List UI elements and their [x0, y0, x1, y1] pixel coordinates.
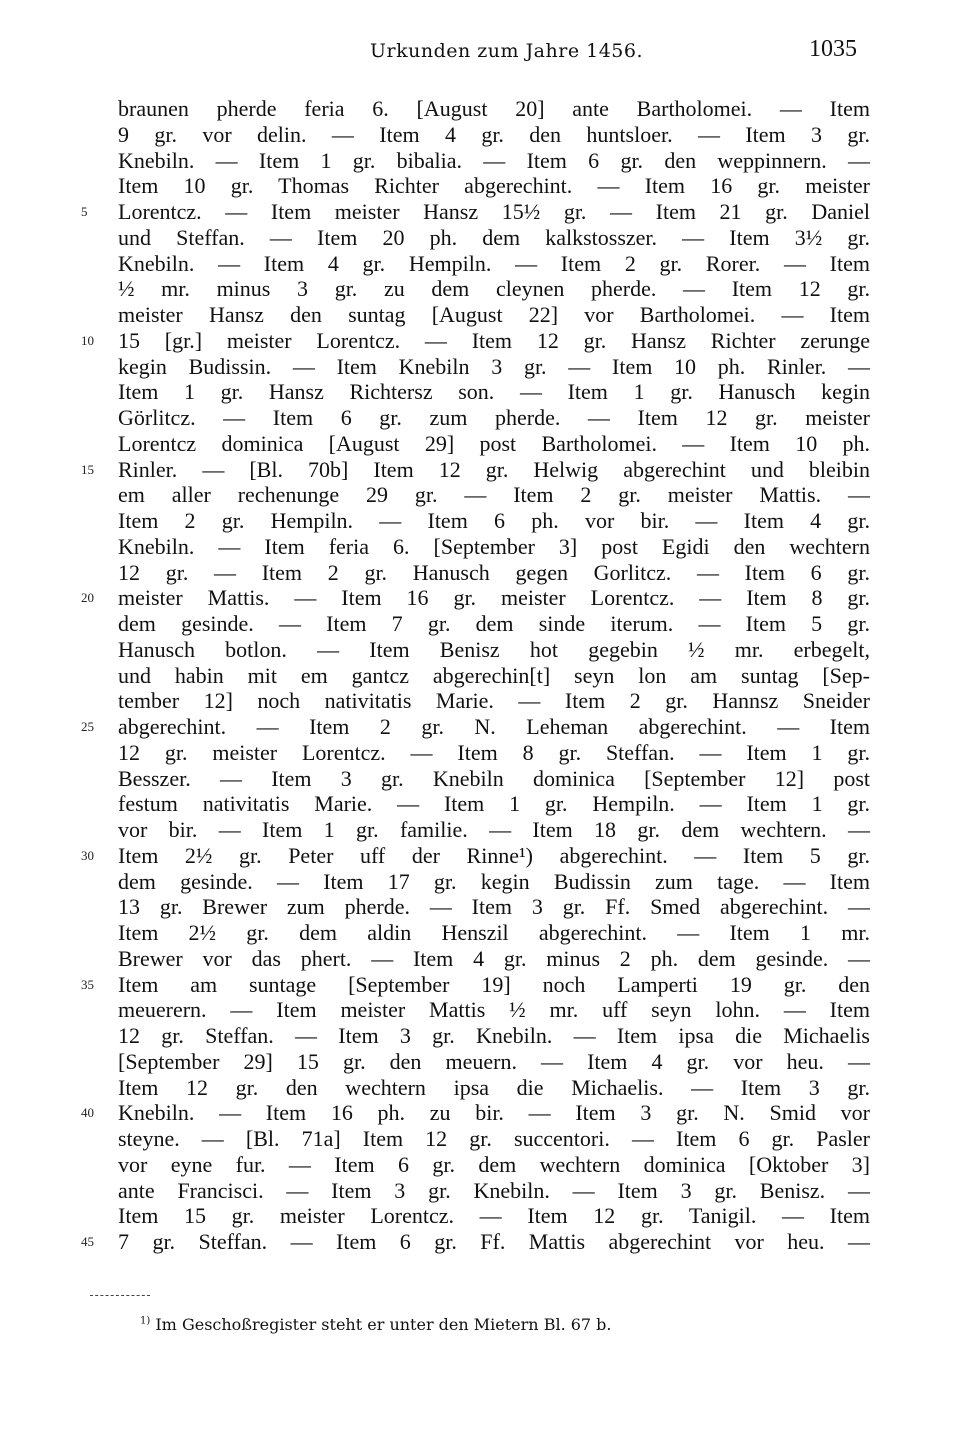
line-text: 7 gr. Steffan. — Item 6 gr. Ff. Mattis abgerechint vor heu. — — [118, 1229, 870, 1254]
text-line — [118, 740, 870, 766]
line-text: Item 2½ gr. dem aldin Henszil abgerechint. — Item 1 mr. — [118, 920, 870, 945]
line-text: 12 gr. — Item 2 gr. Hanusch gegen Gorlitcz. — Item 6 gr. — [118, 559, 870, 585]
line-text: meister Mattis. — Item 16 gr. meister Lorentcz. — Item 8 gr. — [118, 585, 870, 611]
line-text: Item 2½ gr. Peter uff der Rinne¹) abgerechint. — Item 5 gr. — [118, 842, 870, 868]
line-number: 45 — [81, 1234, 94, 1249]
line-number: 20 — [81, 590, 94, 606]
line-text: Item 10 gr. Thomas Richter abgerechint. — Item 16 gr. meister — [118, 173, 870, 199]
text-line — [118, 766, 870, 792]
line-text: abgerechint. — Item 2 gr. N. Leheman abgerechint. — Item — [118, 714, 870, 739]
line-text: ante Francisci. — Item 3 gr. Knebiln. — Item 3 gr. Benisz. — — [118, 1177, 870, 1203]
line-number: 40 — [81, 1105, 94, 1121]
text-line — [118, 611, 870, 637]
footnote-marker: 1) — [140, 1315, 151, 1327]
line-text: dem gesinde. — Item 17 gr. kegin Budissin zum tage. — Item — [118, 868, 870, 894]
text-line — [118, 379, 870, 405]
text-line — [118, 663, 870, 689]
text-line — [118, 791, 870, 817]
line-text: vor eyne fur. — Item 6 gr. dem wechtern dominica [Oktober 3] — [118, 1151, 870, 1177]
text-line — [81, 842, 870, 869]
text-line — [118, 920, 870, 946]
line-text: Knebiln. — Item 1 gr. bibalia. — Item 6 gr. den weppinnern. — — [118, 147, 870, 173]
text-line — [118, 997, 870, 1023]
text-line — [118, 637, 870, 663]
line-text: Brewer vor das phert. — Item 4 gr. minus 2 ph. dem gesinde. — — [118, 945, 870, 971]
line-text: Besszer. — Item 3 gr. Knebiln dominica [September 12] post — [118, 765, 870, 791]
text-line — [81, 971, 870, 998]
text-line — [118, 688, 870, 714]
page-number: 1035 — [809, 36, 857, 62]
text-line — [81, 327, 870, 354]
line-text: dem gesinde. — Item 7 gr. dem sinde iterum. — Item 5 gr. — [118, 611, 870, 636]
text-line — [118, 946, 870, 972]
text-line — [81, 585, 870, 611]
line-text: Item 1 gr. Hansz Richtersz son. — Item 1 gr. Hanusch kegin — [118, 379, 870, 405]
line-text: Item 12 gr. den wechtern ipsa die Michaelis. — Item 3 gr. — [118, 1074, 870, 1100]
line-text: 12 gr. Steffan. — Item 3 gr. Knebiln. — Item ipsa die Michaelis — [118, 1023, 870, 1048]
text-line — [118, 560, 870, 586]
text-line — [118, 508, 870, 534]
text-line — [118, 431, 870, 457]
text-line — [118, 894, 870, 920]
line-text: Knebiln. — Item feria 6. [September 3] post Egidi den wechtern — [118, 533, 870, 559]
text-line — [118, 251, 870, 277]
line-text: und Steffan. — Item 20 ph. dem kalkstosszer. — Item 3½ gr. — [118, 224, 870, 250]
line-text: [September 29] 15 gr. den meuern. — Item 4 gr. vor heu. — — [118, 1048, 870, 1074]
text-line — [118, 1126, 870, 1152]
text-line — [118, 405, 870, 431]
line-number: 25 — [81, 719, 94, 734]
line-number: 15 — [81, 461, 94, 477]
text-line — [118, 1023, 870, 1049]
text-line — [118, 1152, 870, 1178]
text-line — [118, 1203, 870, 1229]
footnote — [140, 1315, 612, 1334]
line-text: meuerern. — Item meister Mattis ½ mr. uff seyn lohn. — Item — [118, 997, 870, 1023]
text-line — [118, 148, 870, 174]
line-text: 13 gr. Brewer zum pherde. — Item 3 gr. Ff. Smed abgerechint. — — [118, 894, 870, 920]
line-text: braunen pherde feria 6. [August 20] ante Bartholomei. — Item — [118, 96, 870, 121]
line-text: vor bir. — Item 1 gr. familie. — Item 18 gr. dem wechtern. — — [118, 817, 870, 842]
text-line — [81, 1229, 870, 1255]
line-text: Item 15 gr. meister Lorentcz. — Item 12 gr. Tanigil. — Item — [118, 1203, 870, 1229]
text-line — [81, 199, 870, 225]
text-line — [118, 96, 870, 122]
line-text: Knebiln. — Item 4 gr. Hempiln. — Item 2 gr. Rorer. — Item — [118, 250, 870, 276]
page-header — [0, 28, 960, 68]
text-line — [81, 1100, 870, 1126]
line-text: 12 gr. meister Lorentcz. — Item 8 gr. Steffan. — Item 1 gr. — [118, 739, 870, 765]
line-text: Knebiln. — Item 16 ph. zu bir. — Item 3 gr. N. Smid vor — [118, 1100, 870, 1126]
text-line — [81, 456, 870, 483]
footnote-text: Im Geschoßregister steht er unter den Mietern Bl. 67 b. — [155, 1315, 612, 1334]
text-line — [118, 225, 870, 251]
line-number: 35 — [81, 976, 94, 992]
text-line — [118, 817, 870, 843]
line-number: 5 — [81, 204, 88, 219]
text-line — [118, 1049, 870, 1075]
running-title: Urkunden zum Jahre 1456. — [370, 40, 644, 62]
footnote-rule — [90, 1295, 150, 1296]
line-text: Lorentcz. — Item meister Hansz 15½ gr. — Item 21 gr. Daniel — [118, 199, 870, 224]
text-line — [118, 122, 870, 148]
body-text — [81, 96, 870, 1255]
line-number: 10 — [81, 332, 94, 348]
text-line — [81, 714, 870, 740]
line-text: Item am suntage [September 19] noch Lamperti 19 gr. den — [118, 971, 870, 997]
line-text: 15 [gr.] meister Lorentcz. — Item 12 gr. Hansz Richter zerunge — [118, 327, 870, 353]
text-line — [118, 534, 870, 560]
text-line — [118, 173, 870, 199]
line-text: Lorentcz dominica [August 29] post Bartholomei. — Item 10 ph. — [118, 430, 870, 456]
line-text: tember 12] noch nativitatis Marie. — Item 2 gr. Hannsz Sneider — [118, 688, 870, 714]
text-line — [118, 1075, 870, 1101]
line-number: 30 — [81, 847, 94, 863]
line-text: und habin mit em gantcz abgerechin[t] seyn lon am suntag [Sep- — [118, 662, 870, 688]
line-text: Hanusch botlon. — Item Benisz hot gegebin ½ mr. erbegelt, — [118, 636, 870, 662]
text-line — [118, 276, 870, 302]
line-text: Rinler. — [Bl. 70b] Item 12 gr. Helwig abgerechint und bleibin — [118, 456, 870, 482]
text-line — [118, 1178, 870, 1204]
line-text: Görlitcz. — Item 6 gr. zum pherde. — Item 12 gr. meister — [118, 405, 870, 430]
line-text: ½ mr. minus 3 gr. zu dem cleynen pherde. — Item 12 gr. — [118, 276, 870, 302]
line-text: em aller rechenunge 29 gr. — Item 2 gr. meister Mattis. — — [118, 482, 870, 508]
line-text: festum nativitatis Marie. — Item 1 gr. Hempiln. — Item 1 gr. — [118, 791, 870, 817]
line-text: steyne. — [Bl. 71a] Item 12 gr. succentori. — Item 6 gr. Pasler — [118, 1126, 870, 1151]
text-line — [118, 482, 870, 508]
text-line — [118, 354, 870, 380]
line-text: Item 2 gr. Hempiln. — Item 6 ph. vor bir. — Item 4 gr. — [118, 508, 870, 533]
line-text: meister Hansz den suntag [August 22] vor Bartholomei. — Item — [118, 302, 870, 327]
text-line — [118, 302, 870, 328]
line-text: kegin Budissin. — Item Knebiln 3 gr. — Item 10 ph. Rinler. — — [118, 353, 870, 379]
line-text: 9 gr. vor delin. — Item 4 gr. den huntsloer. — Item 3 gr. — [118, 121, 870, 147]
text-line — [118, 869, 870, 895]
